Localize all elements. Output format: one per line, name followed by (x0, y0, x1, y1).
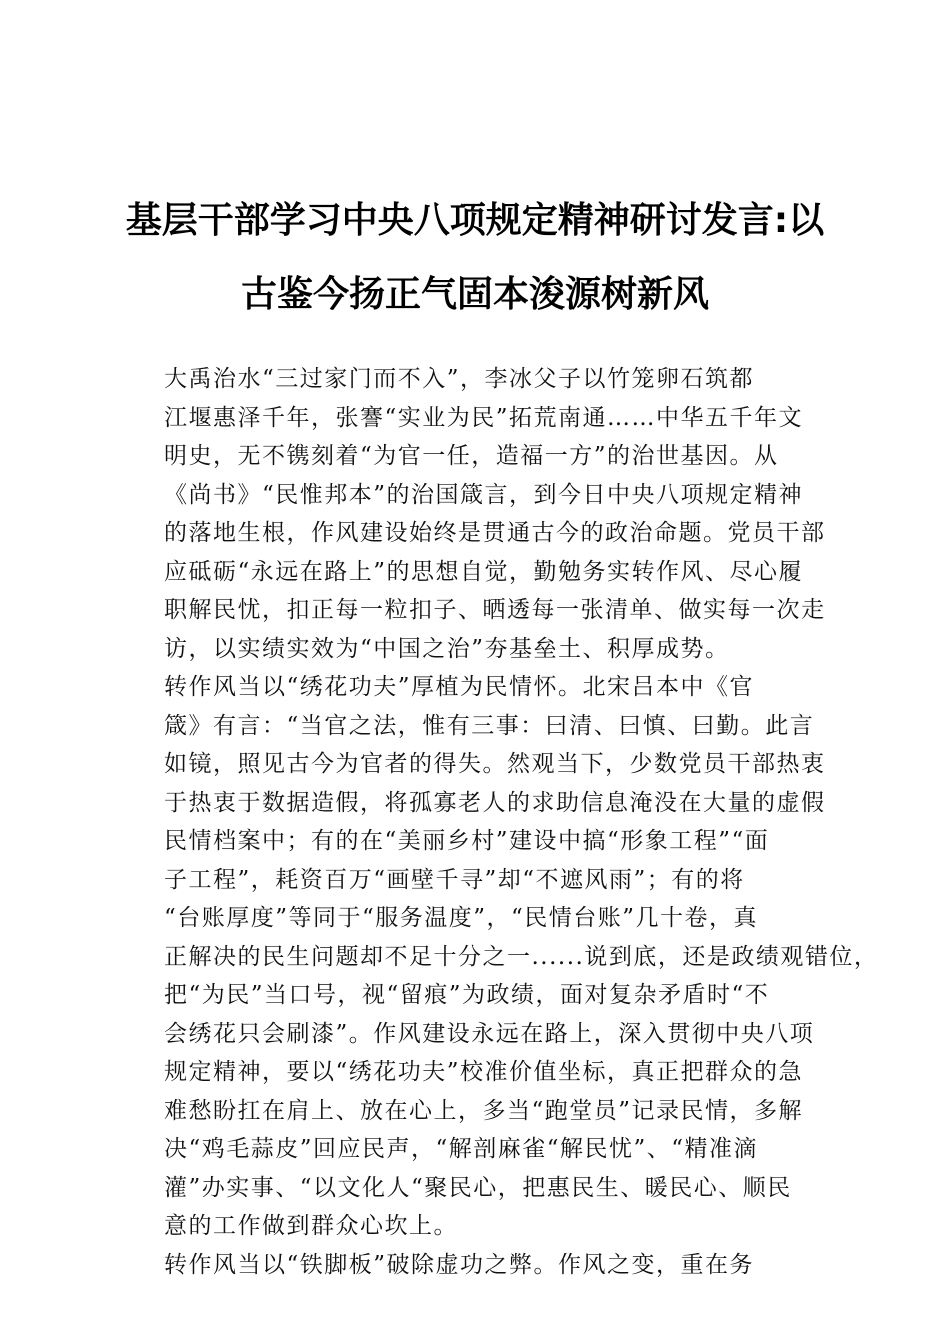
text-line: 决“鸡毛蒜皮”回应民声，“解剖麻雀“解民忧”、“精准滴 (164, 1136, 759, 1162)
text-line: 于热衷于数据造假，将孤寡老人的求助信息淹没在大量的虚假 (164, 789, 826, 816)
text-line: 转作风当以“绣花功夫”厚植为民情怀。北宋吕本中《官 (164, 674, 755, 700)
text-line: 把“为民”当口号，视“留痕”为政绩，面对复杂矛盾时“不 (164, 982, 770, 1008)
text-line: 意的工作做到群众心坎上。 (164, 1213, 458, 1239)
text-line: 的落地生根，作风建设始终是贯通古今的政治命题。党员干部 (164, 520, 826, 546)
title-line: 基层干部学习中央八项规定精神研讨发言:以 (125, 200, 825, 241)
text-line: 大禹治水“三过家门而不入”，李冰父子以竹笼卵石筑都 (164, 366, 755, 392)
text-line: 职解民忧，扣正每一粒扣子、晒透每一张清单、做实每一次走 (164, 597, 826, 623)
text-line: 民情档案中；有的在“美丽乡村”建设中搞“形象工程”“面 (164, 828, 770, 854)
paragraph-2 (118, 668, 879, 1246)
text-line: 箴》有言：“当官之法，惟有三事：曰清、曰慎、曰勤。此言 (164, 712, 815, 739)
text-line: 子工程”，耗资百万“画壁千寻”却“不遮风雨”；有的将 (164, 866, 745, 893)
document-body (118, 360, 879, 1284)
document-title (100, 184, 850, 332)
paragraph-3 (118, 1246, 826, 1285)
text-line: 转作风当以“铁脚板”破除虚功之弊。作风之变，重在务 (164, 1251, 755, 1278)
text-line: 规定精神，要以“绣花功夫”校准价值坐标，真正把群众的急 (164, 1059, 804, 1085)
text-line: 《尚书》“民惟邦本”的治国箴言，到今日中央八项规定精神 (164, 481, 804, 508)
text-line: 灌”办实事、“以文化人“聚民心，把惠民生、暖民心、顺民 (164, 1174, 792, 1201)
text-line: “台账厚度”等同于“服务温度”，“民情台账”几十卷，真 (164, 905, 759, 931)
text-line: 访，以实绩实效为“中国之治”夯基垒土、积厚成势。 (164, 635, 730, 662)
text-line: 如镜，照见古今为官者的得失。然观当下，少数党员干部热衷 (164, 751, 826, 777)
text-line: 应砥砺“永远在路上”的思想自觉，勤勉务实转作风、尽心履 (164, 558, 804, 585)
text-line: 江堰惠泽千年，张謇“实业为民”拓荒南通……中华五千年文 (164, 404, 804, 431)
paragraph-1 (118, 360, 826, 668)
text-line: 正解决的民生问题却不足十分之一......说到底，还是政绩观错位， (164, 943, 879, 970)
text-line: 明史，无不镌刻着“为官一任，造福一方”的治世基因。从 (164, 443, 779, 469)
title-line: 古鉴今扬正气固本浚源树新风 (240, 274, 709, 315)
text-line: 难愁盼扛在肩上、放在心上，多当“跑堂员”记录民情，多解 (164, 1097, 804, 1124)
text-line: 会绣花只会刷漆”。作风建设永远在路上，深入贯彻中央八项 (164, 1020, 815, 1047)
